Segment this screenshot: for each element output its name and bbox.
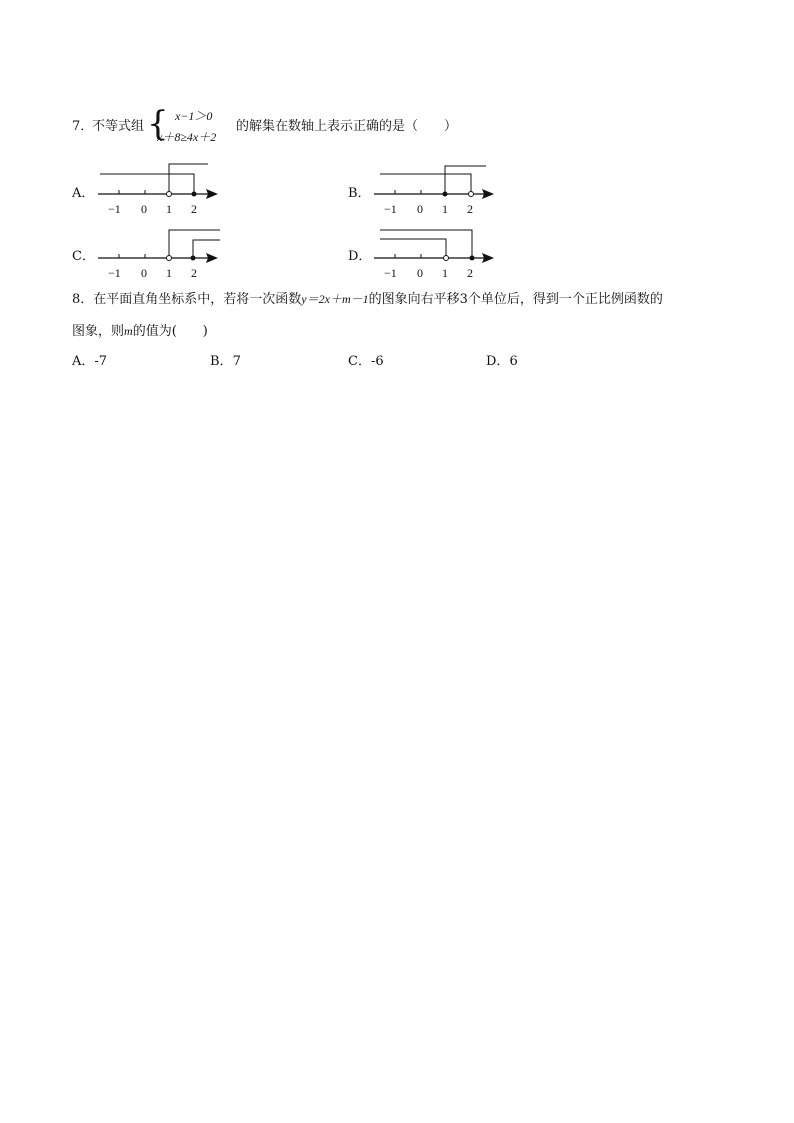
q8-formula: y＝2x＋m－1 bbox=[301, 292, 369, 306]
q8-option-b-label: B． bbox=[210, 354, 233, 369]
tick-label: 2 bbox=[191, 266, 197, 280]
tick-label: 0 bbox=[417, 202, 423, 216]
q7-number: 7． bbox=[72, 119, 94, 134]
q8-option-c-label: C． bbox=[348, 354, 371, 369]
q8-option-d bbox=[486, 353, 518, 371]
tick-label: 1 bbox=[166, 266, 172, 280]
tick-label: −1 bbox=[108, 202, 121, 216]
q7-inequality-2: x＋8≥4x＋2 bbox=[157, 130, 217, 144]
tick-label: −1 bbox=[384, 266, 397, 280]
tick-label: −1 bbox=[384, 202, 397, 216]
q8-number: 8． bbox=[72, 292, 94, 307]
q8-text-before: 在平面直角坐标系中，若将一次函数 bbox=[93, 292, 302, 307]
q8-line-1 bbox=[72, 290, 663, 309]
tick-label: 2 bbox=[467, 202, 473, 216]
q8-option-d-value: 6 bbox=[509, 354, 518, 369]
tick-label: 0 bbox=[141, 266, 147, 280]
q7-option-a-label: A． bbox=[72, 186, 95, 201]
q8-option-a-label: A． bbox=[72, 354, 95, 369]
q8-line2-before: 图象，则 bbox=[72, 324, 125, 339]
q8-line-2 bbox=[72, 322, 208, 341]
tick-label: 2 bbox=[467, 266, 473, 280]
q8-option-b bbox=[210, 353, 241, 371]
q8-option-a-value: -7 bbox=[94, 354, 108, 369]
tick-label: 2 bbox=[191, 202, 197, 216]
tick-label: 1 bbox=[166, 202, 172, 216]
q8-option-c-value: -6 bbox=[370, 354, 384, 369]
q7-inequality-1: x−1＞0 bbox=[175, 109, 213, 123]
tick-label: 1 bbox=[442, 266, 448, 280]
q8-var-m: m bbox=[124, 324, 133, 338]
tick-label: 0 bbox=[141, 202, 147, 216]
tick-label: −1 bbox=[108, 266, 121, 280]
q8-text-after: 的图象向右平移3个单位后，得到一个正比例函数的 bbox=[368, 292, 663, 307]
q7-suffix: 的解集在数轴上表示正确的是（ ） bbox=[236, 119, 458, 134]
system-brace: { bbox=[147, 104, 169, 144]
q7-option-b-label: B． bbox=[348, 186, 371, 201]
q7-option-d-label: D． bbox=[348, 249, 372, 264]
q8-line2-after: 的值为( ) bbox=[132, 324, 208, 339]
tick-label: 0 bbox=[417, 266, 423, 280]
tick-label: 1 bbox=[442, 202, 448, 216]
q8-option-b-value: 7 bbox=[232, 354, 241, 369]
q8-option-c bbox=[348, 353, 384, 371]
q8-option-d-label: D． bbox=[486, 354, 510, 369]
q7-prefix: 不等式组 bbox=[92, 119, 145, 134]
q8-option-a bbox=[72, 353, 107, 371]
q7-option-c-label: C． bbox=[72, 249, 95, 264]
